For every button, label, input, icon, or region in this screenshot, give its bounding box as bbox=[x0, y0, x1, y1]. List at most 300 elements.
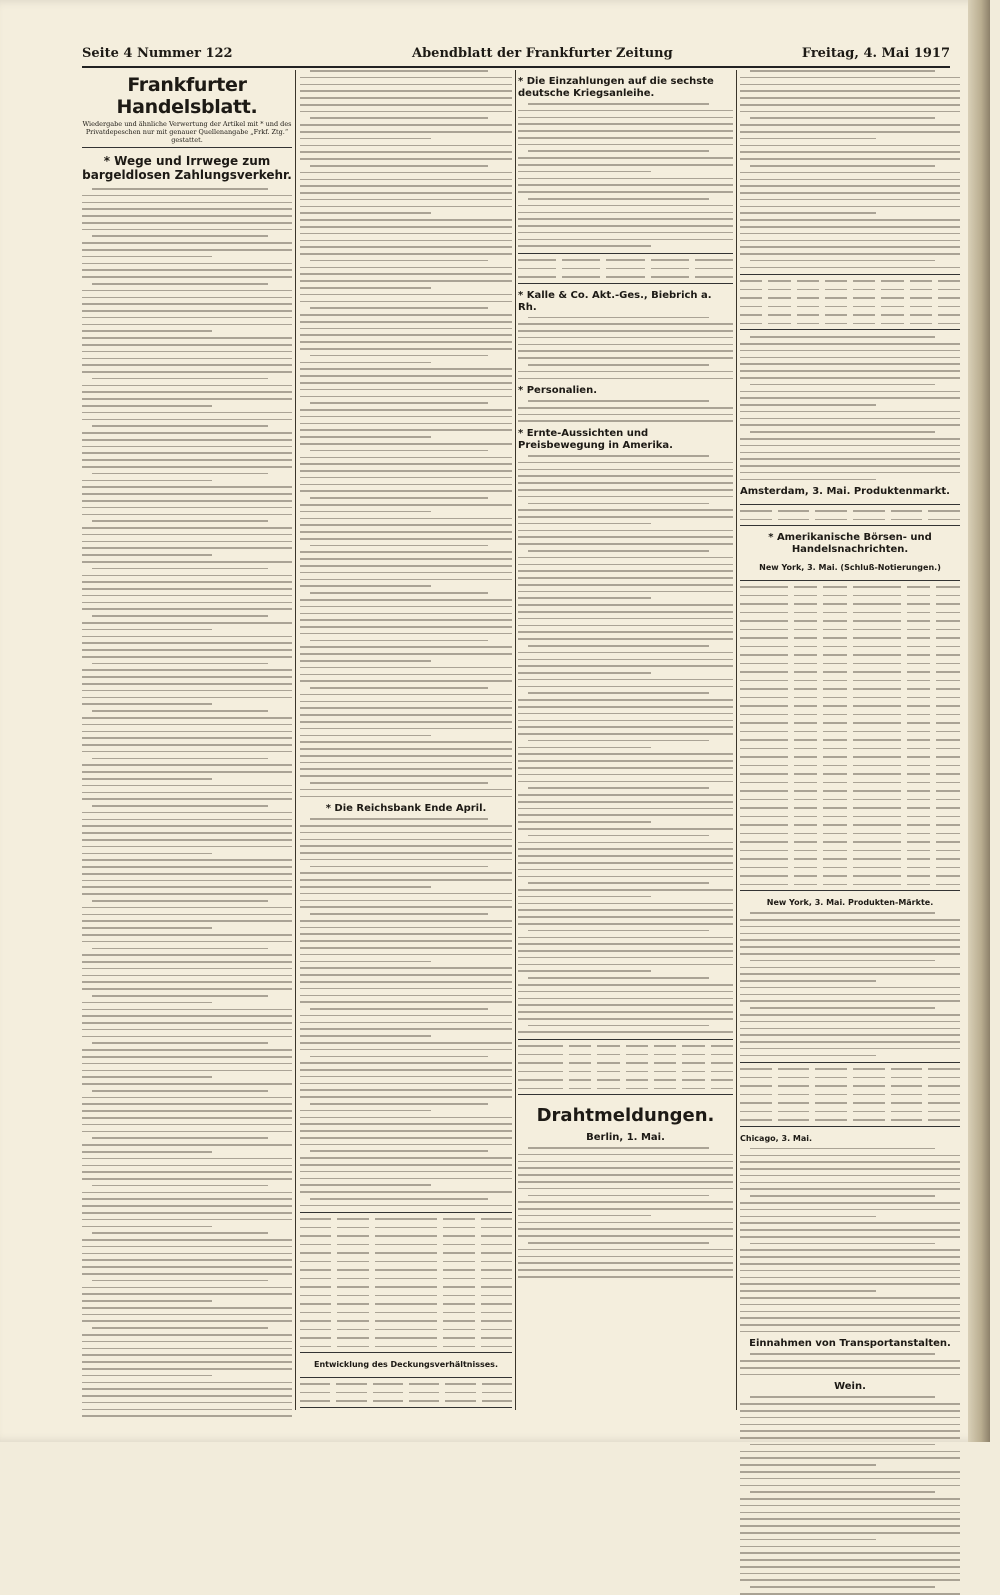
text-line bbox=[300, 321, 512, 323]
text-line bbox=[300, 267, 512, 269]
text-line bbox=[300, 741, 512, 743]
table-cell bbox=[740, 646, 788, 648]
text-line bbox=[740, 111, 960, 113]
table-cell bbox=[409, 1392, 439, 1394]
text-line bbox=[300, 463, 512, 465]
text-line bbox=[518, 1208, 733, 1210]
text-line bbox=[740, 1410, 960, 1412]
table-cell bbox=[907, 612, 931, 614]
text-line bbox=[82, 785, 292, 787]
text-line bbox=[82, 825, 292, 827]
text-line bbox=[82, 541, 292, 543]
table-cell bbox=[300, 1269, 331, 1271]
text-line bbox=[82, 1239, 292, 1241]
text-line bbox=[300, 927, 512, 929]
text-line bbox=[300, 1164, 512, 1166]
table-cell bbox=[794, 663, 818, 665]
text-line bbox=[300, 90, 512, 92]
table-cell bbox=[654, 1062, 676, 1064]
table-cell bbox=[740, 306, 762, 308]
table-cell bbox=[936, 629, 960, 631]
table-cell bbox=[938, 306, 960, 308]
table-cell bbox=[337, 1295, 368, 1297]
table-cell bbox=[853, 289, 875, 291]
text-line bbox=[82, 1198, 292, 1200]
issue-date: Freitag, 4. Mai 1917 bbox=[801, 46, 950, 61]
text-line bbox=[300, 886, 431, 888]
table-cell bbox=[443, 1337, 474, 1339]
text-line bbox=[82, 391, 292, 393]
table-cell bbox=[794, 680, 818, 682]
text-line bbox=[82, 1341, 292, 1343]
table-cell bbox=[740, 799, 788, 801]
text-line bbox=[518, 611, 733, 613]
table-cell bbox=[740, 705, 788, 707]
text-line bbox=[750, 165, 935, 167]
text-line bbox=[300, 558, 512, 560]
table-cell bbox=[651, 276, 689, 278]
text-line bbox=[82, 1083, 292, 1085]
text-line bbox=[518, 706, 733, 708]
table-cell bbox=[823, 671, 847, 673]
table-cell bbox=[853, 731, 901, 733]
text-line bbox=[300, 832, 512, 834]
table-cell bbox=[907, 816, 931, 818]
text-line bbox=[82, 968, 292, 970]
text-line bbox=[300, 748, 512, 750]
table-cell bbox=[375, 1278, 438, 1280]
text-line bbox=[740, 199, 960, 201]
text-line bbox=[82, 534, 292, 536]
table-cell bbox=[936, 739, 960, 741]
column-4 bbox=[740, 70, 960, 1410]
text-line bbox=[82, 832, 292, 834]
text-line bbox=[92, 1185, 268, 1187]
text-line bbox=[310, 640, 488, 642]
text-line bbox=[740, 1055, 876, 1057]
table-cell bbox=[300, 1227, 331, 1229]
text-line bbox=[300, 606, 512, 608]
text-line bbox=[82, 812, 292, 814]
text-line bbox=[82, 1158, 292, 1160]
table-cell bbox=[823, 884, 847, 886]
text-line bbox=[82, 1124, 292, 1126]
text-line bbox=[82, 1246, 292, 1248]
text-line bbox=[82, 466, 292, 468]
table-cell bbox=[740, 1085, 772, 1087]
table-cell bbox=[740, 671, 788, 673]
table-cell bbox=[695, 276, 733, 278]
text-line bbox=[750, 1491, 935, 1493]
text-line bbox=[82, 1056, 292, 1058]
text-line bbox=[300, 920, 512, 922]
table-cell bbox=[823, 629, 847, 631]
text-line bbox=[518, 564, 733, 566]
table-cell bbox=[853, 1077, 885, 1079]
text-line bbox=[740, 452, 960, 454]
text-line bbox=[740, 90, 960, 92]
table-cell bbox=[481, 1329, 512, 1331]
table-cell bbox=[768, 289, 790, 291]
text-line bbox=[82, 1415, 292, 1417]
text-line bbox=[300, 1117, 512, 1119]
text-line bbox=[740, 77, 960, 79]
article-body bbox=[300, 818, 512, 1206]
text-line bbox=[82, 954, 292, 956]
table-cell bbox=[562, 276, 600, 278]
market-reports bbox=[740, 1396, 960, 1594]
text-line bbox=[518, 469, 733, 471]
text-line bbox=[518, 909, 733, 911]
table-cell bbox=[336, 1400, 366, 1402]
text-line bbox=[310, 687, 488, 689]
text-line bbox=[518, 923, 733, 925]
text-line bbox=[740, 1367, 960, 1369]
text-line bbox=[82, 514, 292, 516]
text-line bbox=[750, 1007, 935, 1009]
market-reports bbox=[740, 70, 960, 268]
text-line bbox=[518, 378, 733, 380]
text-line bbox=[300, 206, 512, 208]
table-cell bbox=[797, 289, 819, 291]
table-cell bbox=[853, 663, 901, 665]
table-cell bbox=[853, 867, 901, 869]
text-line bbox=[740, 1552, 960, 1554]
text-line bbox=[82, 371, 292, 373]
text-line bbox=[300, 1035, 431, 1037]
text-line bbox=[518, 591, 733, 593]
table-cell bbox=[337, 1286, 368, 1288]
table-cell bbox=[853, 875, 901, 877]
text-line bbox=[740, 1304, 960, 1306]
table-cell bbox=[373, 1383, 403, 1385]
text-line bbox=[740, 1290, 876, 1292]
market-reports bbox=[740, 912, 960, 1056]
text-line bbox=[300, 219, 512, 221]
text-line bbox=[518, 1181, 733, 1183]
text-line bbox=[750, 117, 935, 119]
text-line bbox=[300, 1069, 512, 1071]
text-line bbox=[300, 572, 512, 574]
table-cell bbox=[482, 1383, 512, 1385]
text-line bbox=[300, 199, 512, 201]
table-cell bbox=[606, 259, 644, 261]
text-line bbox=[518, 753, 733, 755]
table-cell bbox=[337, 1261, 368, 1263]
text-line bbox=[300, 1096, 512, 1098]
table-cell bbox=[853, 850, 901, 852]
text-line bbox=[300, 192, 512, 194]
table-cell bbox=[778, 1119, 810, 1121]
text-line bbox=[300, 1178, 512, 1180]
table-cell bbox=[853, 824, 901, 826]
text-line bbox=[82, 554, 212, 556]
table-cell bbox=[443, 1227, 474, 1229]
text-line bbox=[300, 531, 512, 533]
text-line bbox=[92, 1280, 268, 1282]
text-line bbox=[82, 364, 292, 366]
text-line bbox=[300, 477, 512, 479]
text-line bbox=[518, 652, 733, 654]
text-line bbox=[310, 592, 488, 594]
text-line bbox=[518, 747, 651, 749]
text-line bbox=[518, 218, 733, 220]
article-headline: * Die Reichsbank Ende April. bbox=[325, 803, 487, 815]
text-line bbox=[740, 219, 960, 221]
text-line bbox=[82, 358, 292, 360]
text-line bbox=[740, 97, 960, 99]
text-line bbox=[82, 839, 292, 841]
text-line bbox=[310, 545, 488, 547]
table-cell bbox=[740, 519, 772, 521]
text-line bbox=[750, 336, 935, 338]
table-cell bbox=[823, 663, 847, 665]
table-cell bbox=[907, 799, 931, 801]
text-line bbox=[300, 1110, 431, 1112]
table-cell bbox=[481, 1312, 512, 1314]
table-cell bbox=[823, 620, 847, 622]
text-line bbox=[300, 1076, 512, 1078]
text-line bbox=[300, 1144, 512, 1146]
table-cell bbox=[853, 629, 901, 631]
text-line bbox=[82, 1049, 292, 1051]
table-cell bbox=[853, 510, 885, 512]
text-line bbox=[518, 123, 733, 125]
dateline: New York, 3. Mai. Produkten-Märkte. bbox=[766, 898, 934, 908]
text-line bbox=[82, 636, 292, 638]
table-cell bbox=[337, 1346, 368, 1348]
table-cell bbox=[443, 1244, 474, 1246]
text-line bbox=[518, 191, 733, 193]
text-line bbox=[740, 1283, 960, 1285]
text-line bbox=[300, 1022, 512, 1024]
text-line bbox=[82, 602, 292, 604]
table-cell bbox=[300, 1235, 331, 1237]
table-cell bbox=[853, 816, 901, 818]
text-line bbox=[300, 646, 512, 648]
table-cell bbox=[768, 280, 790, 282]
text-line bbox=[528, 882, 709, 884]
table-cell bbox=[907, 671, 931, 673]
text-line bbox=[518, 130, 733, 132]
text-line bbox=[82, 798, 292, 800]
table-cell bbox=[794, 884, 818, 886]
text-line bbox=[82, 914, 292, 916]
table-cell bbox=[853, 748, 901, 750]
text-line bbox=[740, 1518, 960, 1520]
table-cell bbox=[794, 790, 818, 792]
text-line bbox=[82, 792, 292, 794]
table-cell bbox=[853, 612, 901, 614]
table-cell bbox=[569, 1071, 591, 1073]
text-line bbox=[82, 1178, 292, 1180]
text-line bbox=[82, 1070, 292, 1072]
text-line bbox=[300, 484, 512, 486]
table-cell bbox=[778, 1077, 810, 1079]
text-line bbox=[740, 1505, 960, 1507]
table-cell bbox=[794, 654, 818, 656]
table-cell bbox=[881, 323, 903, 325]
table-cell bbox=[815, 1094, 847, 1096]
table-cell bbox=[823, 858, 847, 860]
table-cell bbox=[815, 1068, 847, 1070]
table-cell bbox=[375, 1337, 438, 1339]
text-line bbox=[310, 260, 488, 262]
section-masthead: Frankfurter Handelsblatt. bbox=[116, 74, 258, 118]
text-line bbox=[82, 263, 292, 265]
table-cell bbox=[481, 1278, 512, 1280]
text-line bbox=[92, 1090, 268, 1092]
market-reports bbox=[740, 336, 960, 480]
table-cell bbox=[740, 603, 788, 605]
text-line bbox=[518, 509, 733, 511]
table-cell bbox=[443, 1286, 474, 1288]
text-line bbox=[82, 330, 212, 332]
text-line bbox=[750, 1396, 935, 1398]
table-cell bbox=[597, 1079, 619, 1081]
table-cell bbox=[606, 276, 644, 278]
table-cell bbox=[740, 1111, 772, 1113]
table-cell bbox=[853, 782, 901, 784]
table-cell bbox=[740, 510, 772, 512]
text-line bbox=[310, 497, 488, 499]
text-line bbox=[528, 364, 709, 366]
table-cell bbox=[375, 1261, 438, 1263]
text-line bbox=[82, 1293, 292, 1295]
table-cell bbox=[375, 1286, 438, 1288]
text-line bbox=[518, 665, 733, 667]
table-cell bbox=[853, 519, 885, 521]
table-cell bbox=[481, 1346, 512, 1348]
table-cell bbox=[928, 1094, 960, 1096]
table-body bbox=[300, 1381, 512, 1404]
text-line bbox=[518, 1174, 733, 1176]
table-cell bbox=[794, 782, 818, 784]
text-line bbox=[300, 84, 512, 86]
table-cell bbox=[711, 1054, 733, 1056]
text-line bbox=[518, 110, 733, 112]
table-cell bbox=[794, 748, 818, 750]
text-line bbox=[82, 405, 212, 407]
text-line bbox=[82, 622, 292, 624]
text-line bbox=[82, 975, 292, 977]
text-line bbox=[82, 1165, 292, 1167]
table-cell bbox=[300, 1295, 331, 1297]
table-cell bbox=[938, 297, 960, 299]
text-line bbox=[300, 524, 512, 526]
text-line bbox=[300, 906, 512, 908]
text-line bbox=[300, 1062, 512, 1064]
table-cell bbox=[825, 289, 847, 291]
text-line bbox=[300, 362, 431, 364]
text-line bbox=[82, 859, 292, 861]
text-line bbox=[518, 937, 733, 939]
table-cell bbox=[823, 646, 847, 648]
text-line bbox=[82, 1029, 292, 1031]
table-cell bbox=[823, 680, 847, 682]
text-line bbox=[740, 994, 960, 996]
table-cell bbox=[740, 595, 788, 597]
text-line bbox=[740, 377, 960, 379]
text-line bbox=[82, 269, 292, 271]
table-cell bbox=[443, 1303, 474, 1305]
text-line bbox=[518, 462, 733, 464]
table-cell bbox=[337, 1235, 368, 1237]
text-line bbox=[740, 1573, 960, 1575]
text-line bbox=[518, 137, 733, 139]
table-cell bbox=[936, 697, 960, 699]
text-line bbox=[518, 1201, 733, 1203]
table-cell bbox=[337, 1303, 368, 1305]
table-cell bbox=[778, 510, 810, 512]
article-headline: * Amerikanische Börsen- und Handelsnachrichten. bbox=[768, 532, 932, 556]
table-cell bbox=[300, 1218, 331, 1220]
dateline: New York, 3. Mai. (Schluß-Notierungen.) bbox=[759, 563, 941, 573]
text-line bbox=[82, 1375, 212, 1377]
text-line bbox=[300, 1083, 512, 1085]
table-cell bbox=[891, 1111, 923, 1113]
table-cell bbox=[853, 765, 901, 767]
text-line bbox=[300, 599, 512, 601]
text-line bbox=[740, 1478, 960, 1480]
article-body bbox=[518, 103, 733, 247]
text-line bbox=[92, 995, 268, 997]
table-cell bbox=[740, 748, 788, 750]
text-line bbox=[82, 724, 292, 726]
table-cell bbox=[823, 807, 847, 809]
text-line bbox=[82, 703, 212, 705]
text-line bbox=[82, 683, 292, 685]
table-caption: Amsterdam, 3. Mai. Produktenmarkt. bbox=[740, 486, 950, 498]
text-line bbox=[82, 1388, 292, 1390]
table-cell bbox=[907, 867, 931, 869]
text-line bbox=[740, 1360, 960, 1362]
text-line bbox=[82, 507, 292, 509]
table-cell bbox=[907, 637, 931, 639]
text-line bbox=[740, 1593, 960, 1595]
text-line bbox=[82, 575, 292, 577]
text-line bbox=[92, 615, 268, 617]
table-cell bbox=[300, 1392, 330, 1394]
text-line bbox=[82, 215, 292, 217]
table-cell bbox=[853, 595, 901, 597]
table-cell bbox=[794, 595, 818, 597]
table-cell bbox=[740, 739, 788, 741]
table-cell bbox=[881, 306, 903, 308]
table-cell bbox=[740, 714, 788, 716]
text-line bbox=[740, 953, 960, 955]
text-line bbox=[740, 246, 960, 248]
table-cell bbox=[300, 1346, 331, 1348]
text-line bbox=[740, 1182, 960, 1184]
text-line bbox=[518, 903, 733, 905]
text-line bbox=[518, 842, 733, 844]
table-cell bbox=[907, 620, 931, 622]
table-cell bbox=[928, 1068, 960, 1070]
text-line bbox=[82, 1131, 292, 1133]
table-cell bbox=[881, 297, 903, 299]
text-line bbox=[300, 423, 512, 425]
column-rule bbox=[736, 70, 737, 1410]
text-line bbox=[740, 1566, 960, 1568]
table-cell bbox=[794, 586, 818, 588]
text-line bbox=[310, 117, 488, 119]
text-line bbox=[518, 760, 733, 762]
text-line bbox=[82, 676, 292, 678]
table-cell bbox=[337, 1244, 368, 1246]
table-cell bbox=[300, 1252, 331, 1254]
text-line bbox=[82, 276, 292, 278]
